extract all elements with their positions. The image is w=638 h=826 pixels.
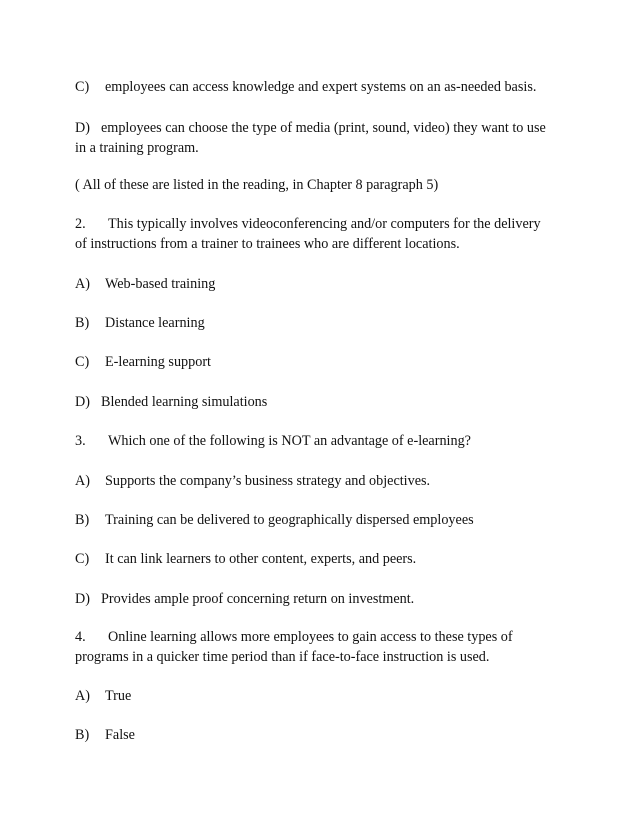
option-text: Supports the company’s business strategy and objectives. xyxy=(105,473,431,489)
option-letter: A) xyxy=(75,688,90,704)
option-text: employees can access knowledge and expert systems on an as-needed basis. xyxy=(105,79,537,95)
reading-note: ( All of these are listed in the reading, in Chapter 8 paragraph 5) xyxy=(75,177,439,193)
q3-option-a xyxy=(75,471,430,491)
option-text: It can link learners to other content, experts, and peers. xyxy=(105,551,417,567)
q2-option-a xyxy=(75,274,215,294)
option-letter: C) xyxy=(75,79,90,95)
option-letter: C) xyxy=(75,551,90,567)
option-text: Blended learning simulations xyxy=(101,394,268,410)
option-text: Web-based training xyxy=(105,276,216,292)
option-text: E-learning support xyxy=(105,354,211,370)
question-number: 2. xyxy=(75,216,86,232)
option-text: False xyxy=(105,727,135,743)
q2-option-b xyxy=(75,313,205,333)
q4-option-b xyxy=(75,725,135,745)
question-text: Which one of the following is NOT an advantage of e-learning? xyxy=(108,433,471,449)
option-d-line xyxy=(75,118,546,138)
question-4-line-1 xyxy=(75,627,513,647)
option-letter: B) xyxy=(75,315,90,331)
option-text: True xyxy=(105,688,132,704)
option-letter: A) xyxy=(75,473,90,489)
option-text: Distance learning xyxy=(105,315,205,331)
option-letter: C) xyxy=(75,354,90,370)
q4-option-a xyxy=(75,686,131,706)
question-2-line-2: of instructions from a trainer to trainees who are different locations. xyxy=(75,236,460,252)
question-4-line-2: programs in a quicker time period than if face-to-face instruction is used. xyxy=(75,649,490,665)
question-number: 4. xyxy=(75,629,86,645)
q2-option-d xyxy=(75,392,267,412)
question-3-line-1 xyxy=(75,431,471,451)
q3-option-d xyxy=(75,589,414,609)
option-text: Training can be delivered to geographically dispersed employees xyxy=(105,512,474,528)
option-letter: D) xyxy=(75,120,90,136)
option-letter: D) xyxy=(75,394,90,410)
option-letter: D) xyxy=(75,591,90,607)
question-text: Online learning allows more employees to gain access to these types of xyxy=(108,629,513,645)
option-text-continued: in a training program. xyxy=(75,140,199,156)
q2-option-c xyxy=(75,352,211,372)
option-text: Provides ample proof concerning return on investment. xyxy=(101,591,415,607)
option-c-line xyxy=(75,77,536,97)
question-number: 3. xyxy=(75,433,86,449)
option-d-line-2 xyxy=(75,138,199,158)
option-letter: B) xyxy=(75,727,90,743)
q3-option-b xyxy=(75,510,474,530)
q3-option-c xyxy=(75,549,416,569)
option-letter: B) xyxy=(75,512,90,528)
option-letter: A) xyxy=(75,276,90,292)
question-2-line-1 xyxy=(75,214,541,234)
option-text: employees can choose the type of media (print, sound, video) they want to use xyxy=(101,120,546,136)
question-text: This typically involves videoconferencing and/or computers for the delivery xyxy=(108,216,541,232)
